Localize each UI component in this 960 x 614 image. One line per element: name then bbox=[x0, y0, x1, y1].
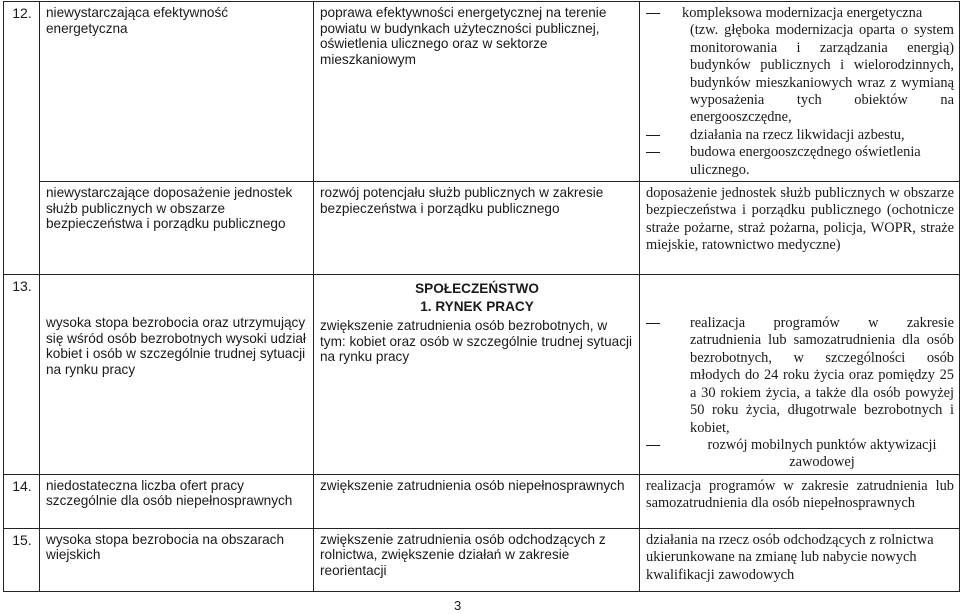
row-number-text: 12. bbox=[12, 5, 32, 21]
list-item bbox=[646, 144, 954, 179]
problem-text: wysoka stopa bezrobocia na obszarach wiejskich bbox=[46, 531, 285, 563]
problem-text: niewystarczająca efektywność energetyczna bbox=[46, 5, 229, 36]
actions-cell bbox=[640, 528, 960, 591]
problem-text: wysoka stopa bezrobocia oraz utrzymujący się wśród osób bezrobotnych wysoki udział kobiet i osób w szczególnie trudnej sytuacji na rynku pracy bbox=[46, 315, 306, 377]
goal-cell bbox=[314, 2, 640, 182]
page-number: 3 bbox=[454, 598, 462, 613]
row-number-12 bbox=[4, 2, 40, 275]
action-body: (tzw. głęboka modernizacja oparta o system monitorowania i zarządzania energią) budynków publicznych i wielorodzinnych, budynków mieszkaniowych wraz z wymianą wyposażenia tych obiektów na energooszczędne, bbox=[690, 22, 954, 126]
row-number-13 bbox=[4, 275, 40, 475]
dash-bullet bbox=[646, 152, 660, 153]
problem-cell bbox=[40, 474, 314, 528]
list-item bbox=[646, 315, 954, 437]
list-item bbox=[646, 127, 954, 144]
dash-bullet bbox=[646, 13, 660, 14]
row-number-text: 14. bbox=[12, 477, 32, 494]
row-number-text: 13. bbox=[12, 278, 32, 295]
problem-cell bbox=[40, 528, 314, 591]
goal-cell bbox=[314, 474, 640, 528]
table-row bbox=[4, 275, 960, 475]
goal-text: rozwój potencjału służb publicznych w zakresie bezpieczeństwa i porządku publicznego bbox=[320, 185, 604, 216]
goal-text: zwiększenie zatrudnienia osób odchodzących z rolnictwa, zwiększenie działań w zakresie reorientacji bbox=[320, 531, 606, 578]
actions-cell bbox=[640, 275, 960, 475]
row-number-15 bbox=[4, 528, 40, 591]
list-item bbox=[646, 437, 954, 472]
action-text: doposażenie jednostek służb publicznych w obszarze bezpieczeństwa i porządku publicznego (ochotnicze straże pożarne, straż pożarna, policja, WOPR, straże miejskie, ratownictwo medyczne) bbox=[646, 185, 954, 254]
actions-list bbox=[646, 315, 954, 472]
strategy-table bbox=[3, 1, 960, 592]
goal-text: zwiększenie zatrudnienia osób bezrobotnych, w tym: kobiet oraz osób w szczególnie trudnej sytuacji na rynku pracy bbox=[320, 318, 633, 365]
problem-cell bbox=[40, 182, 314, 275]
table-row bbox=[4, 474, 960, 528]
goal-text: zwiększenie zatrudnienia osób niepełnosprawnych bbox=[320, 477, 625, 493]
goal-cell bbox=[314, 275, 640, 475]
goal-cell bbox=[314, 182, 640, 275]
dash-bullet bbox=[646, 323, 660, 324]
table-row bbox=[4, 182, 960, 275]
dash-bullet bbox=[646, 445, 660, 446]
action-text: realizacja programów w zakresie zatrudnienia lub samozatrudnienia dla osób niepełnosprawnych bbox=[646, 477, 954, 512]
actions-sublist bbox=[646, 127, 954, 179]
actions-cell bbox=[640, 2, 960, 182]
goal-text: poprawa efektywności energetycznej na terenie powiatu w budynkach użyteczności publicznej, oświetlenia ulicznego oraz w sektorze mieszkaniowym bbox=[320, 5, 607, 67]
problem-cell bbox=[40, 275, 314, 475]
action-item: działania na rzecz likwidacji azbestu, bbox=[690, 126, 905, 143]
action-item: rozwój mobilnych punktów aktywizacji zawodowej bbox=[707, 436, 937, 471]
actions-cell bbox=[640, 182, 960, 275]
list-item bbox=[646, 5, 954, 22]
action-lead: kompleksowa modernizacja energetyczna bbox=[682, 5, 923, 21]
problem-cell bbox=[40, 2, 314, 182]
action-text: działania na rzecz osób odchodzących z rolnictwa ukierunkowane na zmianę lub nabycie nowych kwalifikacji zawodowych bbox=[646, 531, 934, 583]
table-row bbox=[4, 2, 960, 182]
problem-text: niewystarczające doposażenie jednostek służb publicznych w obszarze bezpieczeństwa i porządku publicznego bbox=[46, 185, 293, 232]
goal-cell bbox=[314, 528, 640, 591]
row-number-text: 15. bbox=[12, 531, 32, 548]
row-number-14 bbox=[4, 474, 40, 528]
section-title: SPOŁECZEŃSTWO bbox=[415, 281, 539, 297]
problem-text: niedostateczna liczba ofert pracy szczególnie dla osób niepełnosprawnych bbox=[46, 477, 293, 509]
section-subtitle: 1. RYNEK PRACY bbox=[420, 298, 534, 314]
action-item: budowa energooszczędnego oświetlenia ulicznego. bbox=[690, 144, 921, 178]
actions-list bbox=[646, 5, 954, 22]
table-row bbox=[4, 528, 960, 591]
action-item: realizacja programów w zakresie zatrudnienia lub samozatrudnienia dla osób bezrobotnych, w szczególności osób młodych do 24 roku życia oraz pomiędzy 25 a 30 rokiem życia, a także dla osób powyżej 50 roku życia, długotrwale bezrobotnych i kobiet, bbox=[690, 315, 954, 436]
actions-cell bbox=[640, 474, 960, 528]
dash-bullet bbox=[646, 135, 660, 136]
